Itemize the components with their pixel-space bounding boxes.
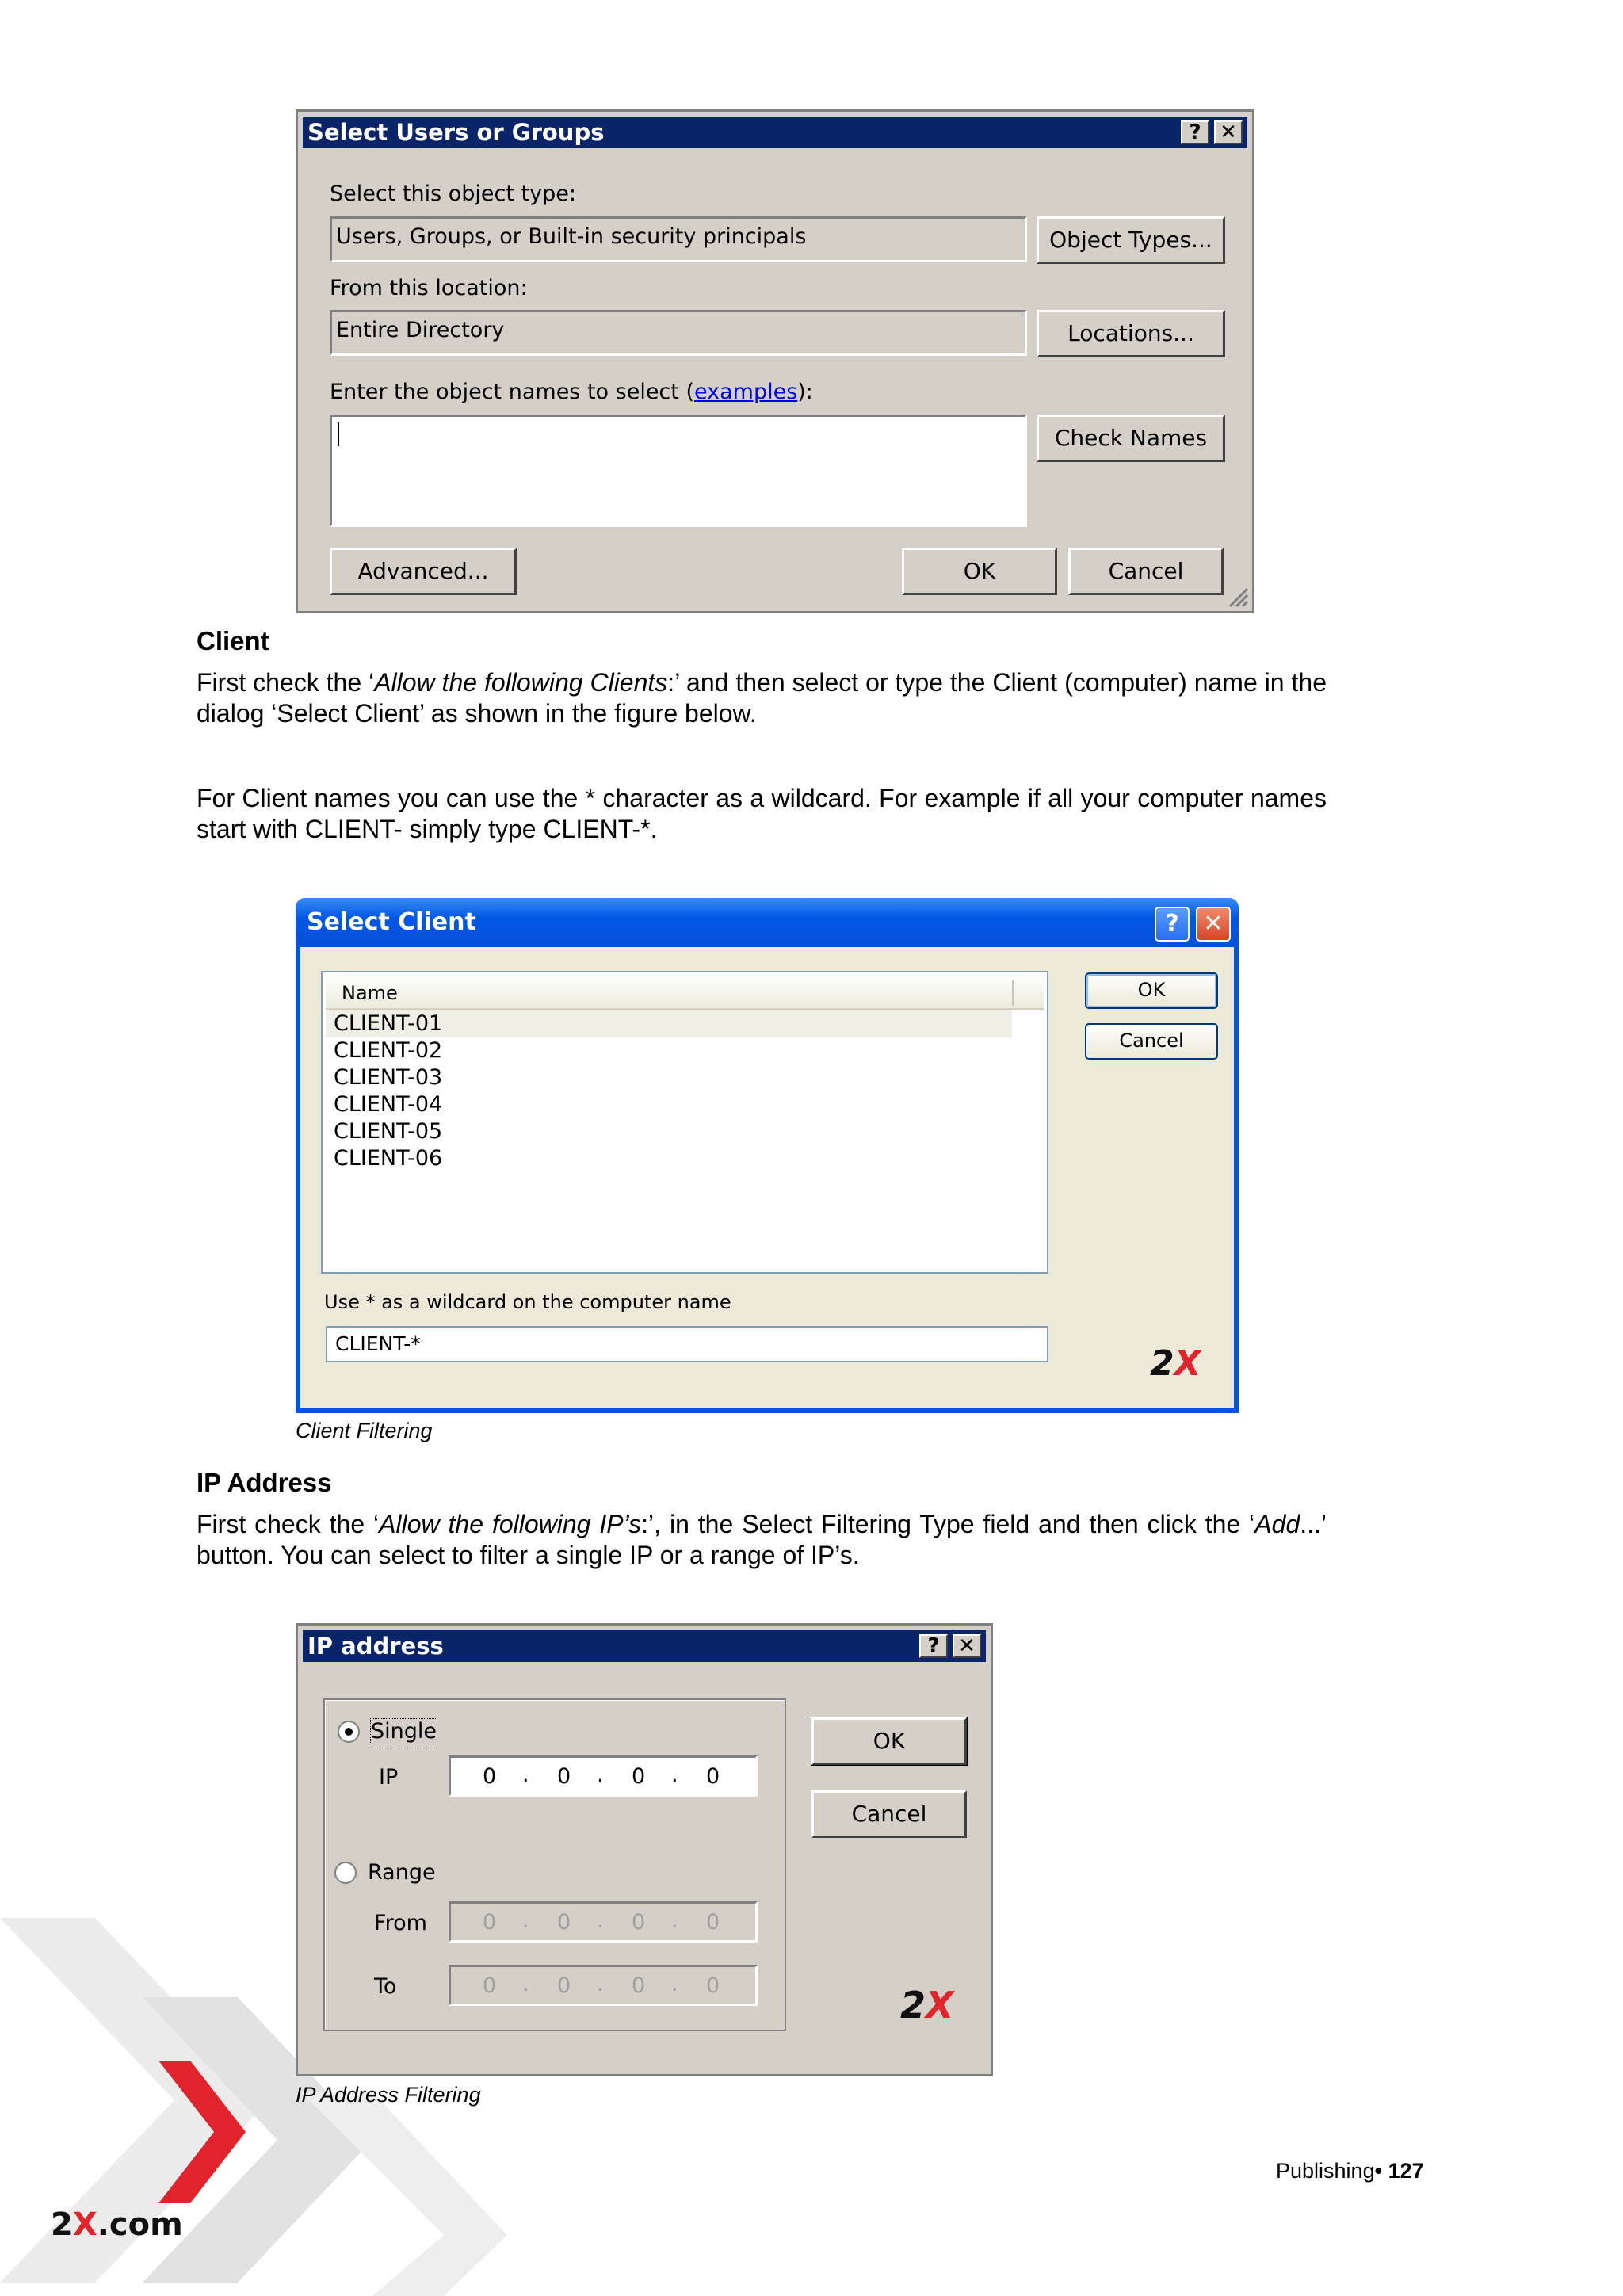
object-names-input[interactable] (330, 415, 1027, 527)
logo-letter: X (926, 1984, 954, 2027)
from-octet: 0 (632, 1910, 646, 1935)
page-footer (1276, 2159, 1424, 2183)
resize-grip-icon[interactable] (1225, 584, 1249, 608)
logo-letter: X (1174, 1343, 1201, 1384)
list-item[interactable]: CLIENT-02 (334, 1038, 443, 1063)
dialog-title: Select Client (307, 908, 476, 936)
client-heading: Client (197, 626, 269, 655)
examples-link[interactable]: examples (693, 380, 798, 404)
close-icon[interactable]: ✕ (1214, 120, 1243, 144)
cancel-button[interactable]: Cancel (1085, 1023, 1218, 1060)
dialog-body (300, 947, 1234, 1408)
dialog-title: Select Users or Groups (307, 119, 605, 146)
column-header-name: Name (342, 982, 398, 1004)
range-radio[interactable] (334, 1862, 357, 1884)
select-users-dialog (296, 109, 1254, 613)
footer-bullet: • (1374, 2159, 1383, 2183)
location-label: From this location: (330, 276, 528, 300)
ip-label: IP (379, 1765, 399, 1790)
ip-input[interactable] (449, 1755, 758, 1797)
client-caption: Client Filtering (296, 1419, 433, 1442)
list-item[interactable]: CLIENT-05 (334, 1119, 443, 1144)
object-type-field: Users, Groups, or Built-in security principals (330, 216, 1027, 262)
octet-dot: . (597, 1908, 604, 1933)
from-label: From (374, 1911, 427, 1935)
octet-dot: . (671, 1763, 678, 1787)
from-ip-input (449, 1901, 758, 1943)
object-names-label-prefix: Enter the object names to select ( (330, 380, 694, 404)
text-span: ...’ button. You can select to filter a single IP or a range of IP’s. (197, 1510, 1327, 1569)
footer-section: Publishing (1276, 2159, 1375, 2183)
from-octet: 0 (706, 1910, 720, 1935)
logo-digit: 2 (51, 2206, 73, 2243)
from-octet: 0 (483, 1910, 497, 1935)
text-cursor (338, 422, 339, 446)
dialog-title: IP address (307, 1633, 444, 1660)
to-octet: 0 (557, 1973, 571, 1998)
dialog-title-bar (296, 898, 1239, 947)
object-type-label: Select this object type: (330, 181, 576, 206)
ok-button[interactable]: OK (812, 1717, 967, 1765)
octet-dot: . (522, 1908, 529, 1933)
to-label: To (374, 1974, 397, 1999)
list-column-header[interactable] (326, 976, 1044, 1010)
location-field: Entire Directory (330, 310, 1027, 356)
list-item[interactable]: CLIENT-01 (334, 1011, 443, 1036)
cancel-button[interactable]: Cancel (1068, 548, 1224, 595)
ip-octet: 0 (706, 1764, 720, 1789)
single-label[interactable]: Single (371, 1719, 437, 1744)
column-divider (1012, 980, 1014, 1006)
client-paragraph-2: For Client names you can use the * character as a wildcard. For example if all your computer names start with CLIENT- simply type CLIENT-*. (197, 784, 1327, 843)
list-item[interactable]: CLIENT-04 (334, 1092, 443, 1117)
object-names-label-suffix: ): (797, 380, 813, 404)
radio-dot (345, 1728, 353, 1736)
object-names-label (330, 380, 813, 404)
to-octet: 0 (632, 1973, 646, 1998)
to-ip-input (449, 1965, 758, 2006)
ok-button[interactable]: OK (1085, 972, 1218, 1009)
help-icon[interactable]: ? (919, 1634, 948, 1658)
ip-octet: 0 (632, 1764, 646, 1789)
octet-dot: . (522, 1763, 529, 1787)
text-span: First check the ‘ (197, 1510, 380, 1538)
wildcard-label: Use * as a wildcard on the computer name (324, 1291, 731, 1313)
2x-logo (1150, 1343, 1201, 1384)
page-number: 127 (1388, 2159, 1424, 2183)
ip-heading: IP Address (197, 1468, 332, 1497)
object-types-button[interactable]: Object Types... (1037, 216, 1225, 264)
check-names-button[interactable]: Check Names (1037, 415, 1225, 462)
client-list[interactable] (321, 971, 1048, 1274)
ok-button[interactable]: OK (902, 548, 1057, 595)
help-icon[interactable]: ? (1155, 907, 1190, 942)
octet-dot: . (597, 1763, 604, 1787)
emphasis-span: Add (1254, 1510, 1300, 1538)
to-octet: 0 (483, 1973, 497, 1998)
ip-caption: IP Address Filtering (296, 2083, 481, 2107)
single-radio[interactable] (338, 1721, 360, 1743)
help-icon[interactable]: ? (1181, 120, 1209, 144)
logo-letter: X (72, 2206, 97, 2243)
client-paragraph-1 (197, 667, 1327, 729)
logo-digit: 2 (1150, 1343, 1174, 1384)
octet-dot: . (671, 1972, 678, 1996)
range-label[interactable]: Range (368, 1860, 436, 1885)
list-item[interactable]: CLIENT-06 (334, 1146, 443, 1171)
ip-address-dialog (296, 1623, 993, 2076)
octet-dot: . (671, 1908, 678, 1933)
close-icon[interactable]: ✕ (953, 1634, 981, 1658)
from-octet: 0 (557, 1910, 571, 1935)
text-span: :’ and then select or type the Client (computer) name in the dialog ‘Select Client’ as shown in the figure below. (197, 668, 1327, 728)
emphasis-span: Allow the following Clients (374, 668, 668, 697)
2x-logo (900, 1984, 953, 2027)
to-octet: 0 (706, 1973, 720, 1998)
emphasis-span: Allow the following IP’s (379, 1510, 642, 1538)
octet-dot: . (597, 1972, 604, 1996)
cancel-button[interactable]: Cancel (812, 1790, 967, 1838)
ip-octet: 0 (483, 1764, 497, 1789)
dialog-title-bar (303, 117, 1247, 148)
close-icon[interactable]: ✕ (1196, 907, 1231, 942)
octet-dot: . (522, 1972, 529, 1996)
advanced-button[interactable]: Advanced... (330, 548, 517, 595)
list-item[interactable]: CLIENT-03 (334, 1065, 443, 1090)
text-span: First check the ‘ (197, 668, 375, 697)
select-client-dialog (296, 898, 1239, 1413)
ip-paragraph (197, 1509, 1327, 1571)
wildcard-input[interactable]: CLIENT-* (326, 1326, 1048, 1362)
2x-com-logo (51, 2206, 183, 2243)
client-rows (334, 1010, 442, 1172)
ip-octet: 0 (557, 1764, 571, 1789)
text-span: :’, in the Select Filtering Type field and then click the ‘ (641, 1510, 1255, 1538)
logo-domain: .com (97, 2206, 183, 2243)
logo-digit: 2 (900, 1984, 926, 2027)
locations-button[interactable]: Locations... (1037, 310, 1225, 357)
dialog-title-bar (303, 1630, 986, 1662)
